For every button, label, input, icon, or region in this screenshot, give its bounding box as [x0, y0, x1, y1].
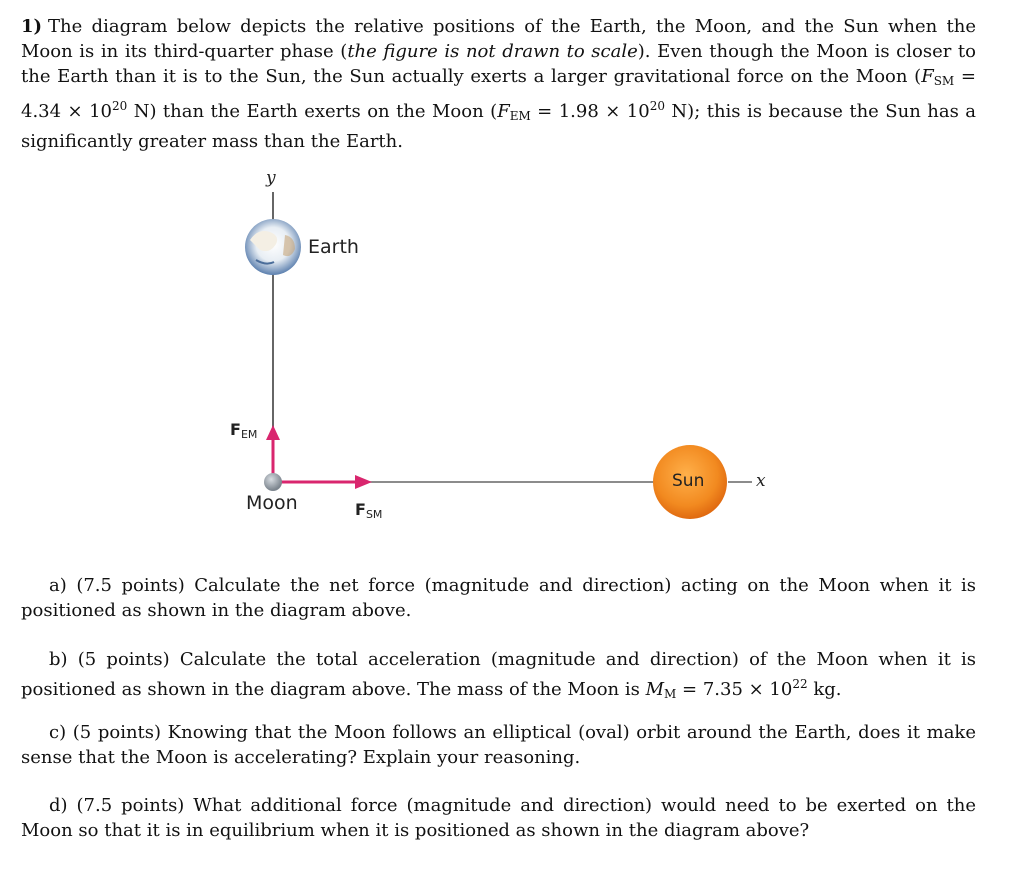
x-axis-label: x: [756, 471, 766, 491]
fsm-arrow-head: [355, 475, 372, 489]
earth-label: Earth: [308, 236, 359, 258]
fsm-unit: N) than the Earth exerts on the Moon (: [127, 101, 498, 122]
fem-arrow-head: [266, 425, 280, 440]
fem-label-sub: EM: [240, 428, 258, 441]
part-b-unit: kg.: [807, 679, 842, 700]
earth-icon: [245, 219, 301, 275]
fem-value: = 1.98 × 10: [530, 101, 650, 122]
intro-text-b: ). Even though the Moon is closer to the Earth than it is to the Sun, the Sun actually exerts a larger gravitational force on the Moon (: [21, 41, 976, 87]
question-number: 1): [21, 16, 43, 37]
fsm-exp: 20: [111, 99, 128, 113]
part-b-exp: 22: [792, 677, 808, 691]
fem-sub: EM: [509, 109, 531, 123]
diagram-svg: [200, 170, 820, 530]
fem-symbol: F: [497, 101, 510, 122]
part-b-symbol: M: [645, 679, 664, 700]
part-d: [21, 793, 976, 843]
intro-text-a: The diagram below depicts the relative positions of the Earth, the Moon, and the Sun when the Moon is in its third-quarter phase (: [21, 16, 976, 62]
part-a-text: a) (7.5 points) Calculate the net force (magnitude and direction) acting on the Moon when it is positioned as shown in the diagram above.: [21, 575, 976, 621]
part-b-sub: M: [664, 687, 677, 701]
y-axis-label: y: [266, 168, 276, 188]
intro-text-c: N); this is because the Sun has a significantly greater mass than the Earth.: [21, 101, 976, 152]
moon-label: Moon: [246, 492, 298, 514]
part-c: [21, 720, 976, 770]
fsm-symbol: F: [921, 66, 934, 87]
part-b: [21, 647, 976, 707]
question-intro: [21, 14, 976, 154]
fem-exp: 20: [649, 99, 665, 113]
sun-label: Sun: [672, 471, 705, 491]
part-c-text: c) (5 points) Knowing that the Moon follows an elliptical (oval) orbit around the Earth, does it make sense that the Moon is accelerating? Explain your reasoning.: [21, 722, 976, 768]
fsm-label-symbol: F: [355, 500, 366, 519]
fsm-value: = 4.34 × 10: [21, 66, 976, 122]
part-d-text: d) (7.5 points) What additional force (magnitude and direction) would need to be exerted on the Moon so that it is in equilibrium when it is positioned as shown in the diagram above?: [21, 795, 976, 841]
fsm-sub: SM: [933, 74, 955, 88]
intro-italic: the figure is not drawn to scale: [347, 41, 638, 62]
fsm-label: [355, 500, 382, 521]
part-a: [21, 573, 976, 623]
force-diagram: [200, 170, 820, 530]
moon-icon: [264, 473, 282, 491]
fem-label-symbol: F: [230, 420, 241, 439]
fsm-label-sub: SM: [365, 508, 383, 521]
fem-label: [230, 420, 257, 441]
part-b-value: = 7.35 × 10: [676, 679, 793, 700]
part-b-text: b) (5 points) Calculate the total acceleration (magnitude and direction) of the Moon when it is positioned as shown in the diagram above. The mass of the Moon is: [21, 649, 976, 700]
